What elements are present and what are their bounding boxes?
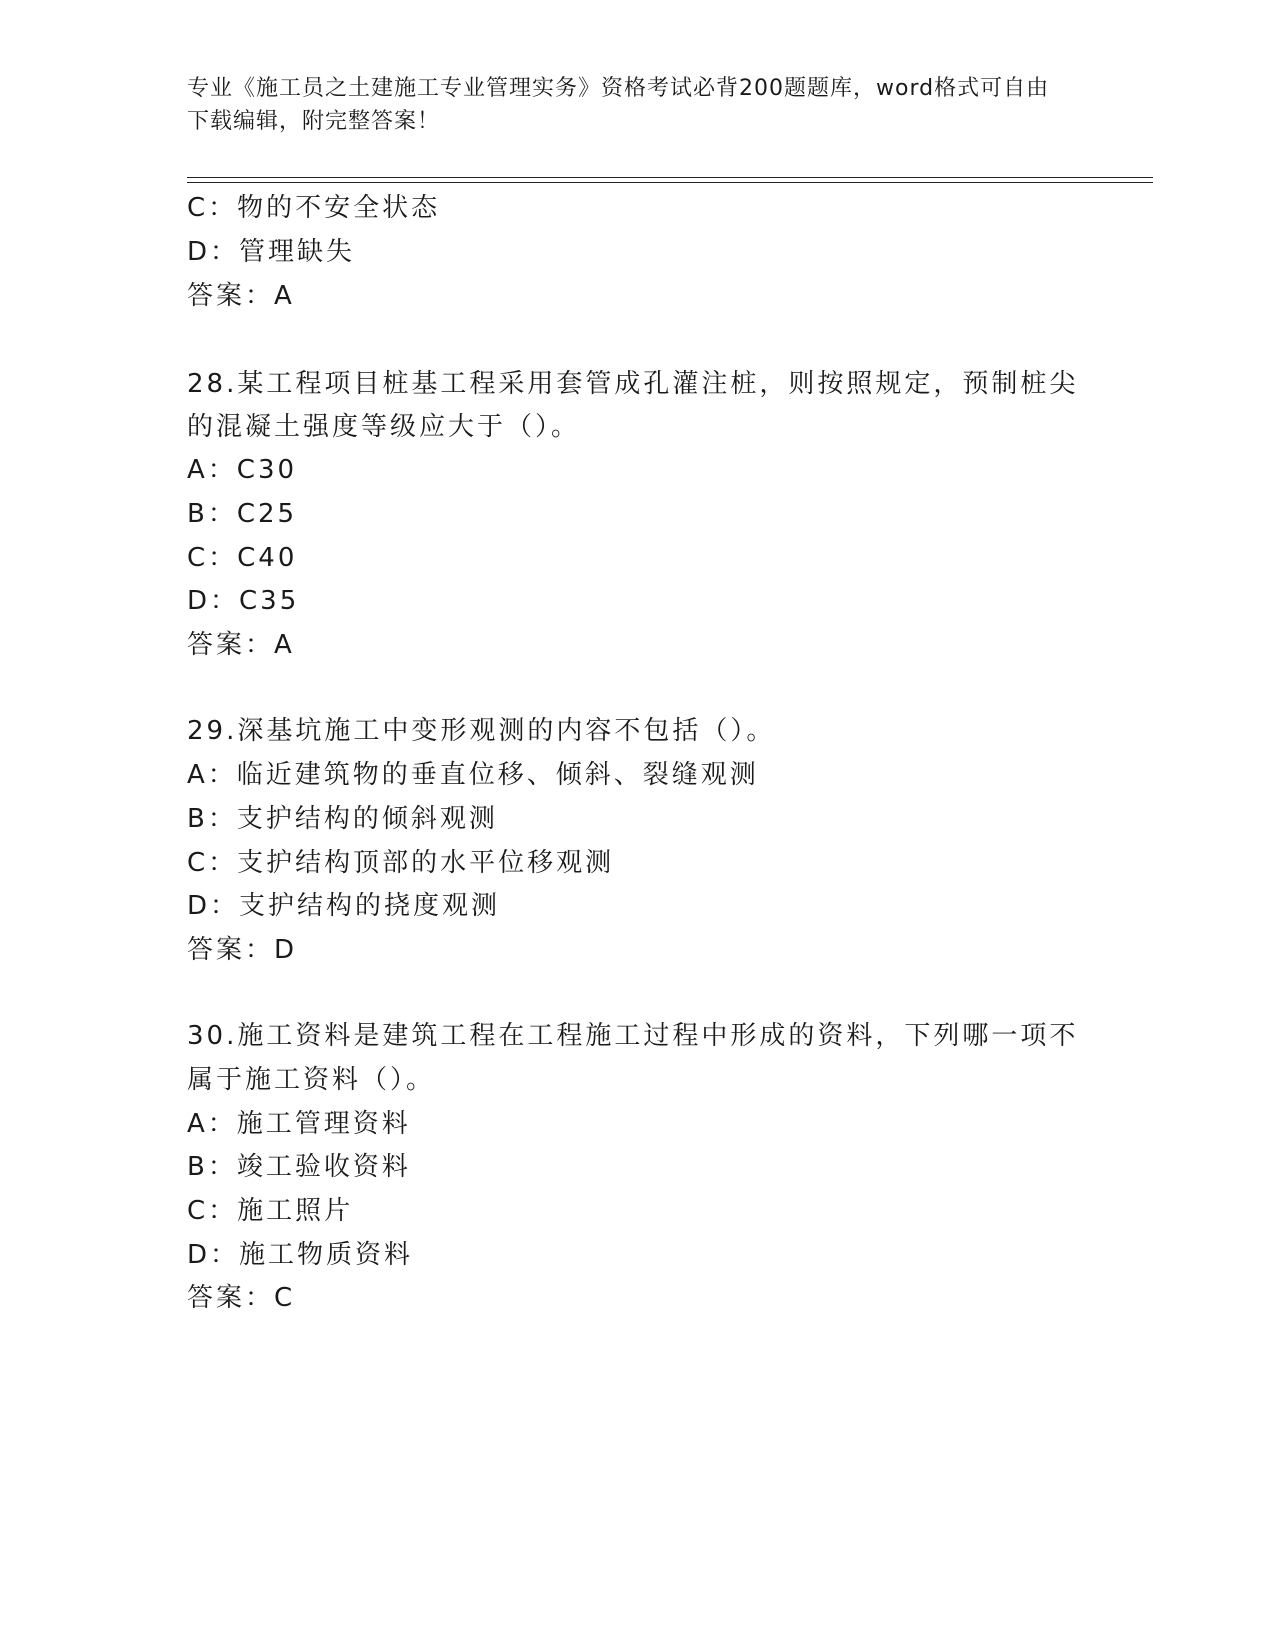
option-a: A：临近建筑物的垂直位移、倾斜、裂缝观测 bbox=[187, 760, 759, 790]
option-d: D：施工物质资料 bbox=[187, 1240, 414, 1270]
question-stem-continued: 属于施工资料（）。 bbox=[187, 1065, 436, 1095]
answer-line: 答案：C bbox=[187, 1283, 296, 1313]
question-stem: 28.某工程项目桩基工程采用套管成孔灌注桩，则按照规定，预制桩尖 bbox=[187, 369, 1079, 399]
question-number: 29. bbox=[187, 716, 238, 746]
option-c: C：C40 bbox=[187, 543, 298, 573]
question-stem: 29.深基坑施工中变形观测的内容不包括（）。 bbox=[187, 716, 776, 746]
option-c: C：物的不安全状态 bbox=[187, 193, 441, 223]
option-a: A：施工管理资料 bbox=[187, 1109, 411, 1139]
header-divider-top bbox=[187, 177, 1153, 178]
option-b: B：C25 bbox=[187, 499, 298, 529]
question-stem-continued: 的混凝土强度等级应大于（）。 bbox=[187, 412, 581, 442]
question-stem: 30.施工资料是建筑工程在工程施工过程中形成的资料，下列哪一项不 bbox=[187, 1021, 1079, 1051]
answer-line: 答案：A bbox=[187, 630, 295, 660]
page-header: 专业《施工员之土建施工专业管理实务》资格考试必背200题题库，word格式可自由下载编辑，附完整答案！ bbox=[187, 76, 1050, 134]
option-a: A：C30 bbox=[187, 455, 298, 485]
option-d: D：支护结构的挠度观测 bbox=[187, 891, 501, 921]
answer-line: 答案：A bbox=[187, 281, 295, 311]
header-divider-bottom bbox=[187, 182, 1153, 183]
option-b: B：竣工验收资料 bbox=[187, 1152, 411, 1182]
question-number: 28. bbox=[187, 369, 238, 399]
option-d: D：管理缺失 bbox=[187, 237, 356, 267]
option-b: B：支护结构的倾斜观测 bbox=[187, 804, 498, 834]
option-c: C：支护结构顶部的水平位移观测 bbox=[187, 848, 615, 878]
option-d: D：C35 bbox=[187, 586, 300, 616]
option-c: C：施工照片 bbox=[187, 1196, 354, 1226]
question-number: 30. bbox=[187, 1021, 238, 1051]
answer-line: 答案：D bbox=[187, 935, 298, 965]
